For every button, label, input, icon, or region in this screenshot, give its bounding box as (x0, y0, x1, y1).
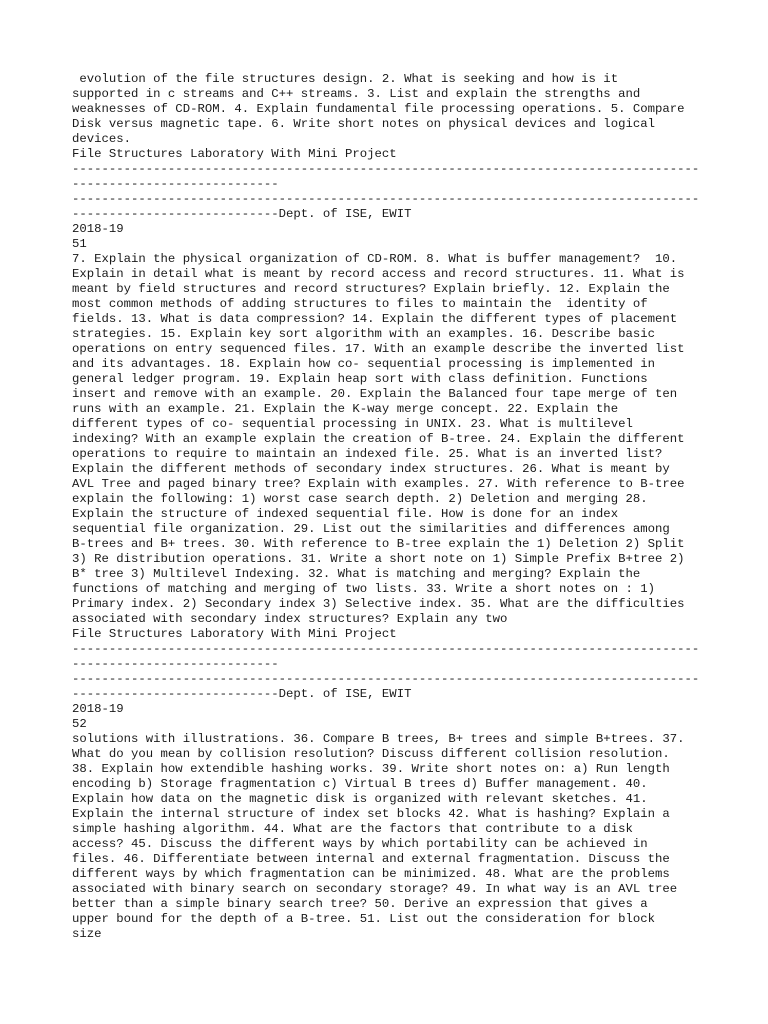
text-line: devices. (72, 132, 132, 146)
text-line: fields. 13. What is data compression? 14. Explain the different types of placement (72, 312, 678, 326)
separator-line: ------------------------------------------------------------------------------------- (72, 192, 700, 206)
text-line: encoding b) Storage fragmentation c) Virtual B trees d) Buffer management. 40. (72, 777, 648, 791)
text-line: most common methods of adding structures to files to maintain the identity of (72, 297, 648, 311)
text-line: different ways by which fragmentation can be minimized. 48. What are the problems (72, 867, 670, 881)
page-number: 51 (72, 237, 87, 251)
text-line: and its advantages. 18. Explain how co- sequential processing is implemented in (72, 357, 655, 371)
text-line: What do you mean by collision resolution? Discuss different collision resolution. (72, 747, 670, 761)
text-line: B-trees and B+ trees. 30. With reference to B-tree explain the 1) Deletion 2) Split (72, 537, 685, 551)
text-line: size (72, 927, 102, 941)
text-line: access? 45. Discuss the different ways by which portability can be achieved in (72, 837, 648, 851)
text-line: 7. Explain the physical organization of CD-ROM. 8. What is buffer management? 10. (72, 252, 678, 266)
text-line: Disk versus magnetic tape. 6. Write short notes on physical devices and logical (72, 117, 655, 131)
separator-line: ------------------------------------------------------------------------------------- (72, 672, 700, 686)
page-number: 52 (72, 717, 87, 731)
text-line: operations on entry sequenced files. 17. With an example describe the inverted list (72, 342, 685, 356)
document-page (72, 72, 702, 942)
text-line: meant by field structures and record structures? Explain briefly. 12. Explain the (72, 282, 670, 296)
text-line: solutions with illustrations. 36. Compare B trees, B+ trees and simple B+trees. 37. (72, 732, 685, 746)
text-line: operations to require to maintain an indexed file. 25. What is an inverted list? (72, 447, 663, 461)
text-line: insert and remove with an example. 20. Explain the Balanced four tape merge of ten (72, 387, 678, 401)
text-line: 3) Re distribution operations. 31. Write a short note on 1) Simple Prefix B+tree 2) (72, 552, 685, 566)
separator-line: ---------------------------- (72, 177, 279, 191)
text-line: associated with binary search on secondary storage? 49. In what way is an AVL tree (72, 882, 678, 896)
text-line: runs with an example. 21. Explain the K-way merge concept. 22. Explain the (72, 402, 619, 416)
text-line: Explain the internal structure of index set blocks 42. What is hashing? Explain a (72, 807, 670, 821)
text-line: evolution of the file structures design. 2. What is seeking and how is it (72, 72, 619, 86)
separator-line: ------------------------------------------------------------------------------------- (72, 162, 700, 176)
text-line: Explain in detail what is meant by record access and record structures. 11. What is (72, 267, 685, 281)
dept-footer: ----------------------------Dept. of ISE, EWIT (72, 687, 412, 701)
text-line: upper bound for the depth of a B-tree. 51. List out the consideration for block (72, 912, 655, 926)
text-line: sequential file organization. 29. List out the similarities and differences among (72, 522, 670, 536)
dept-footer: ----------------------------Dept. of ISE, EWIT (72, 207, 412, 221)
text-line: indexing? With an example explain the creation of B-tree. 24. Explain the different (72, 432, 685, 446)
text-line: better than a simple binary search tree? 50. Derive an expression that gives a (72, 897, 648, 911)
text-line: files. 46. Differentiate between internal and external fragmentation. Discuss the (72, 852, 670, 866)
text-line: B* tree 3) Multilevel Indexing. 32. What is matching and merging? Explain the (72, 567, 641, 581)
text-line: weaknesses of CD-ROM. 4. Explain fundamental file processing operations. 5. Compare (72, 102, 685, 116)
text-line: explain the following: 1) worst case search depth. 2) Deletion and merging 28. (72, 492, 648, 506)
text-line: general ledger program. 19. Explain heap sort with class definition. Functions (72, 372, 648, 386)
text-line: supported in c streams and C++ streams. 3. List and explain the strengths and (72, 87, 641, 101)
text-line: different types of co- sequential processing in UNIX. 23. What is multilevel (72, 417, 633, 431)
text-line: AVL Tree and paged binary tree? Explain with examples. 27. With reference to B-tree (72, 477, 685, 491)
separator-line: ---------------------------- (72, 657, 279, 671)
text-line: Explain the different methods of secondary index structures. 26. What is meant by (72, 462, 670, 476)
text-line: functions of matching and merging of two lists. 33. Write a short notes on : 1) (72, 582, 655, 596)
text-line: 38. Explain how extendible hashing works. 39. Write short notes on: a) Run length (72, 762, 670, 776)
running-header: File Structures Laboratory With Mini Project (72, 147, 397, 161)
text-line: associated with secondary index structures? Explain any two (72, 612, 508, 626)
text-line: strategies. 15. Explain key sort algorithm with an examples. 16. Describe basic (72, 327, 655, 341)
text-line: Explain how data on the magnetic disk is organized with relevant sketches. 41. (72, 792, 648, 806)
academic-year: 2018-19 (72, 702, 124, 716)
academic-year: 2018-19 (72, 222, 124, 236)
running-header: File Structures Laboratory With Mini Project (72, 627, 397, 641)
text-line: simple hashing algorithm. 44. What are the factors that contribute to a disk (72, 822, 633, 836)
text-line: Explain the structure of indexed sequential file. How is done for an index (72, 507, 619, 521)
text-line: Primary index. 2) Secondary index 3) Selective index. 35. What are the difficulties (72, 597, 685, 611)
separator-line: ------------------------------------------------------------------------------------- (72, 642, 700, 656)
